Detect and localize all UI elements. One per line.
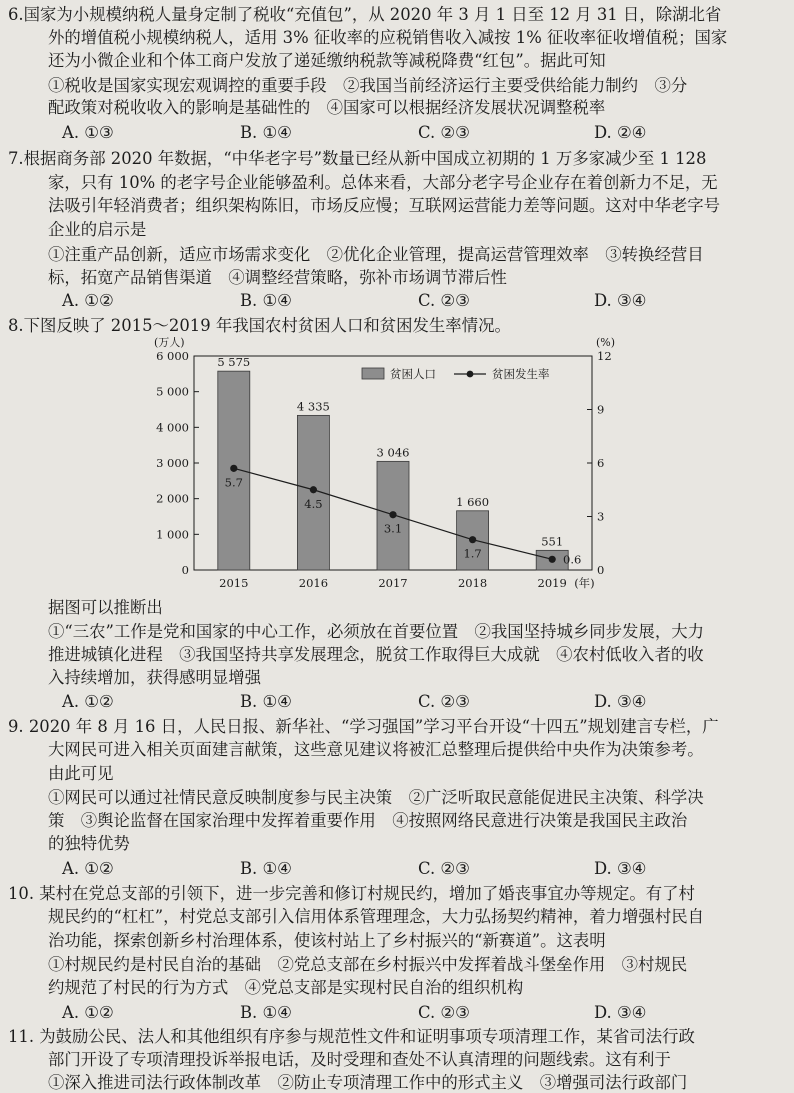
q10-line: 规民约的“杠杠”，村党总支部引入信用体系管理理念，大力弘扬契约精神，着力增强村民自 <box>48 907 704 926</box>
bar-data-label: 1 660 <box>456 494 490 509</box>
q7-line: 企业的启示是 <box>48 220 147 239</box>
q6-line: 还为小微企业和个体工商户发放了递延缴纳税款等减税降费“红包”。据此可知 <box>48 51 606 70</box>
poverty-rate-point <box>389 511 396 518</box>
q7-option-c: C. ②③ <box>418 291 470 310</box>
q8-option-d: D. ③④ <box>594 692 647 711</box>
y-right-tick-label: 3 <box>597 509 605 524</box>
chart-legend <box>362 367 550 381</box>
q10-option-d: D. ③④ <box>594 1003 647 1022</box>
x-axis-label: (年) <box>574 576 595 590</box>
poverty-chart <box>148 334 638 594</box>
q10-line: 治功能，探索创新乡村治理体系，使该村站上了乡村振兴的“新赛道”。这表明 <box>48 931 606 950</box>
bar-data-label: 4 335 <box>296 399 330 414</box>
q8-line: 8.下图反映了 2015～2019 年我国农村贫困人口和贫困发生率情况。 <box>8 316 511 335</box>
q9-line: 由此可见 <box>48 764 114 783</box>
y-left-tick-label: 6 000 <box>156 349 189 363</box>
q8-line: 入持续增加，获得感明显增强 <box>48 668 262 687</box>
q9-line: 大网民可进入相关页面建言献策，这些意见建议将被汇总整理后提供给中央作为决策参考。 <box>48 740 704 759</box>
y-axis-right-label: (%) <box>596 336 616 349</box>
q9-option-b: B. ①④ <box>240 859 292 878</box>
q7-line: ①注重产品创新，适应市场需求变化 ②优化企业管理，提高运营管理效率 ③转换经营目 <box>48 245 704 264</box>
poverty-rate-point <box>469 536 476 543</box>
q9-option-a: A. ①② <box>62 859 114 878</box>
legend-bar-swatch <box>362 368 384 379</box>
q8-line: 据图可以推断出 <box>48 598 163 617</box>
q9-line: 策 ③舆论监督在国家治理中发挥着重要作用 ④按照网络民意进行决策是我国民主政治 <box>48 811 688 830</box>
legend-bar-label: 贫困人口 <box>390 367 436 381</box>
q7-line: 法吸引年轻消费者；组织架构陈旧，市场反应慢；互联网运营能力差等问题。这对中华老字号 <box>48 196 721 215</box>
q8-line: 推进城镇化进程 ③我国坚持共享发展理念，脱贫工作取得巨大成就 ④农村低收入者的收 <box>48 645 704 664</box>
q6-option-c: C. ②③ <box>418 123 470 142</box>
q7-option-b: B. ①④ <box>240 291 292 310</box>
poverty-rate-label: 0.6 <box>563 552 582 567</box>
y-left-tick-label: 5 000 <box>156 384 189 399</box>
q9-line: ①网民可以通过社情民意反映制度参与民主决策 ②广泛听取民意能促进民主决策、科学决 <box>48 788 704 807</box>
q6-line: 外的增值税小规模纳税人，适用 3% 征收率的应税销售收入减按 1% 征收率征收增值税；国家 <box>48 28 728 47</box>
q7-line: 家，只有 10% 的老字号企业能够盈利。总体来看，大部分老字号企业存在着创新力不足，无 <box>48 173 718 192</box>
q10-option-a: A. ①② <box>62 1003 114 1022</box>
q11-line: 11. 为鼓励公民、法人和其他组织有序参与规范性文件和证明事项专项清理工作，某省司法行政 <box>8 1027 695 1046</box>
x-tick-label: 2019 <box>537 576 567 590</box>
y-left-tick-label: 4 000 <box>156 420 189 435</box>
q10-option-b: B. ①④ <box>240 1003 292 1022</box>
legend-line-marker <box>467 371 474 378</box>
q8-option-a: A. ①② <box>62 692 114 711</box>
q10-line: ①村规民约是村民自治的基础 ②党总支部在乡村振兴中发挥着战斗堡垒作用 ③村规民 <box>48 955 688 974</box>
poverty-rate-point <box>310 486 317 493</box>
y-right-tick-label: 9 <box>597 402 605 417</box>
q9-line: 的独特优势 <box>48 834 130 853</box>
q9-option-c: C. ②③ <box>418 859 470 878</box>
y-left-tick-label: 2 000 <box>156 491 189 506</box>
q6-option-b: B. ①④ <box>240 123 292 142</box>
q8-option-c: C. ②③ <box>418 692 470 711</box>
q7-line: 7.根据商务部 2020 年数据，“中华老字号”数量已经从新中国成立初期的 1 万多家减少至 1 128 <box>8 149 707 168</box>
q10-line: 约规范了村民的行为方式 ④党总支部是实现村民自治的组织机构 <box>48 978 524 997</box>
poverty-rate-point <box>549 556 556 563</box>
y-right-tick-label: 6 <box>597 456 605 470</box>
q8-option-b: B. ①④ <box>240 692 292 711</box>
q9-line: 9. 2020 年 8 月 16 日，人民日报、新华社、“学习强国”学习平台开设“十四五”规划建言专栏，广 <box>8 717 719 736</box>
q7-option-a: A. ①② <box>62 291 114 310</box>
poverty-rate-label: 5.7 <box>224 475 243 490</box>
y-left-tick-label: 0 <box>181 563 189 577</box>
q11-line: ①深入推进司法行政体制改革 ②防止专项清理工作中的形式主义 ③增强司法行政部门 <box>48 1073 688 1092</box>
q10-option-c: C. ②③ <box>418 1003 470 1022</box>
q7-option-d: D. ③④ <box>594 291 647 310</box>
q6-option-d: D. ②④ <box>594 123 647 142</box>
q9-option-d: D. ③④ <box>594 859 647 878</box>
poverty-rate-label: 1.7 <box>463 546 482 561</box>
q8-line: ①“三农”工作是党和国家的中心工作，必须放在首要位置 ②我国坚持城乡同步发展，大力 <box>48 622 704 641</box>
q6-option-a: A. ①③ <box>62 123 114 142</box>
q6-line: 配政策对税收收入的影响是基础性的 ④国家可以根据经济发展状况调整税率 <box>48 98 606 117</box>
poverty-rate-label: 4.5 <box>304 496 323 511</box>
poverty-rate-label: 3.1 <box>383 521 403 536</box>
y-left-tick-label: 3 000 <box>156 456 189 470</box>
y-right-tick-label: 12 <box>597 349 612 363</box>
x-tick-label: 2018 <box>457 576 488 590</box>
q6-line: 6.国家为小规模纳税人量身定制了税收“充值包”，从 2020 年 3 月 1 日至 12 月 31 日，除湖北省 <box>8 5 722 24</box>
y-left-tick-label: 1 000 <box>156 527 189 542</box>
x-tick-label: 2015 <box>219 576 249 590</box>
q10-line: 10. 某村在党总支部的引领下，进一步完善和修订村规民约，增加了婚丧事宜办等规定。有了村 <box>8 884 695 903</box>
q11-line: 部门开设了专项清理投诉举报电话，及时受理和查处不认真清理的问题线索。这有利于 <box>48 1050 671 1069</box>
poverty-rate-point <box>230 465 237 472</box>
q6-line: ①税收是国家实现宏观调控的重要手段 ②我国当前经济运行主要受供给能力制约 ③分 <box>48 76 688 95</box>
bar-data-label: 5 575 <box>217 355 251 370</box>
bar-data-label: 551 <box>541 534 564 549</box>
bar-data-label: 3 046 <box>376 445 410 460</box>
legend-line-label: 贫困发生率 <box>492 367 550 381</box>
x-tick-label: 2016 <box>298 576 329 590</box>
y-right-tick-label: 0 <box>597 563 605 577</box>
x-tick-label: 2017 <box>378 576 408 590</box>
q7-line: 标，拓宽产品销售渠道 ④调整经营策略，弥补市场调节滞后性 <box>48 268 507 287</box>
y-axis-left-label: (万人) <box>154 336 185 349</box>
